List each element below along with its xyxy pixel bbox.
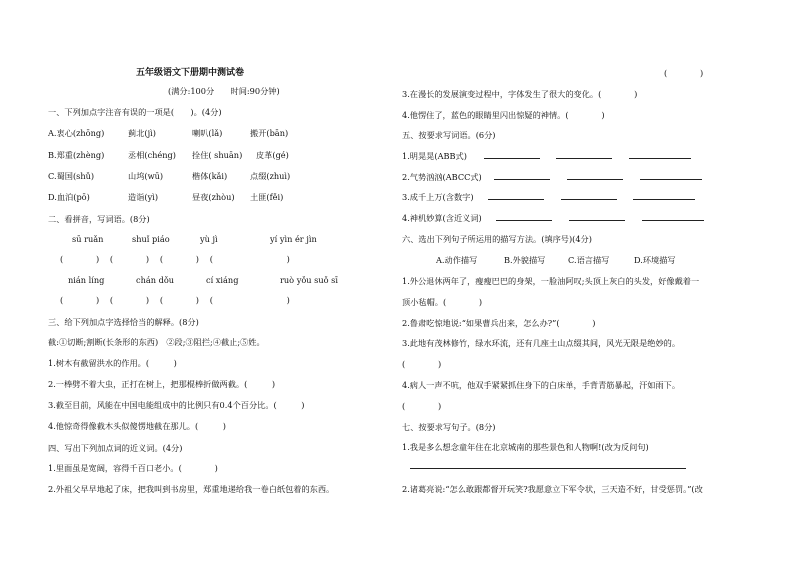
option-c-word-1: C.蜀国(shǔ) <box>48 171 95 181</box>
section-6-heading: 六、选出下列句子所运用的描写方法。(填序号)(4分) <box>402 234 592 244</box>
answer-blank[interactable] <box>556 151 612 159</box>
option-a-word-3: 喇叭(lǎ) <box>192 128 223 138</box>
section-6-q1-line1: 1.外公退休两年了，瘦瘦巴巴的身架，一脸油阿叹;头顶上灰白的头发，好像戴着一 <box>402 276 700 286</box>
option-b-row <box>48 150 289 160</box>
pinyin-5: nián líng <box>68 275 105 285</box>
section-5-q4-label: 4.神机妙算(含近义词) <box>402 213 482 223</box>
section-5-q4 <box>402 213 704 223</box>
section-4-q2: 2.外祖父早早地起了床，把我叫到书房里，郑重地递给我一卷白纸包着的东西。 <box>48 484 335 494</box>
option-b-word-3: 拴住( shuān) <box>192 150 243 160</box>
score-time-line: (满分:100分 时间:90分钟) <box>168 86 280 96</box>
option-d-word-1: D.血泊(pō) <box>48 192 90 202</box>
option-a-row <box>48 128 288 138</box>
pinyin-4: yí yìn ér jìn <box>270 234 317 244</box>
section-7-q1: 1.我是多么想念童年住在北京城南的那些景色和人物啊!(改为反问句) <box>402 442 649 452</box>
section-5-heading: 五、按要求写词语。(6分) <box>402 130 496 140</box>
option-c-word-4: 点缀(zhuì) <box>250 171 291 181</box>
option-a-word-2: 蓟北(jì) <box>128 128 156 138</box>
answer-parens-row-1: ( ) ( ) ( ) ( ) <box>60 254 290 264</box>
answer-blank[interactable] <box>642 213 704 221</box>
section-3-heading: 三、给下列加点字选择恰当的解释。(8分) <box>48 317 199 327</box>
answer-line[interactable] <box>410 461 686 471</box>
answer-blank[interactable] <box>569 213 625 221</box>
option-b-word-2: 丞相(chéng) <box>128 150 176 160</box>
section-3-q4: 4.他惊奇得像截木头似傻愣地截在那儿。( ) <box>48 421 226 431</box>
pinyin-2: shuǐ piáo <box>132 234 170 244</box>
option-c-word-3: 楷体(kǎi) <box>192 171 228 181</box>
option-a-method: A.动作描写 <box>436 255 478 265</box>
pinyin-1: sū ruǎn <box>72 234 104 244</box>
section-4-q1: 1.里面虽是宽阔，容得千百口老小。( ) <box>48 463 218 473</box>
top-answer-paren: ( ) <box>664 68 704 78</box>
definition-line: 截:①切断;割断(长条形的东西) ②段;③阻拦;④截止;⑤姓。 <box>48 337 265 347</box>
answer-blank[interactable] <box>484 151 540 159</box>
section-6-q3-line1: 3.此地有茂林修竹，绿水环流，还有几座土山点缀其间，风光无限是绝妙的。 <box>402 338 681 348</box>
option-d-row <box>48 192 283 202</box>
option-d-word-4: 土匪(fěi) <box>250 192 284 202</box>
section-6-q3-line2: ( ) <box>402 359 442 369</box>
pinyin-6: chán dǒu <box>136 275 175 285</box>
option-a-word-4: 搬开(bān) <box>250 128 289 138</box>
section-5-q3 <box>402 192 695 202</box>
answer-blank[interactable] <box>488 192 544 200</box>
section-3-q1: 1.树木有截留洪水的作用。( ) <box>48 358 177 368</box>
option-d-method: D.环境描写 <box>634 255 676 265</box>
answer-blank[interactable] <box>567 172 623 180</box>
section-3-q3: 3.截至目前，风能在中国电能组成中的比例只有0.4个百分比。( ) <box>48 400 305 410</box>
answer-blank[interactable] <box>640 172 702 180</box>
option-c-method: C.语言描写 <box>568 255 610 265</box>
section-5-q2-label: 2.气势汹汹(ABCC式) <box>402 172 482 182</box>
pinyin-8: ruò yǒu suǒ sī <box>280 275 338 285</box>
section-2-heading: 二、看拼音，写词语。(8分) <box>48 214 150 224</box>
section-4-q4: 4.他愣住了，蓝色的眼睛里闪出惊疑的神情。( ) <box>402 110 605 120</box>
pinyin-7: cí xiáng <box>206 275 239 285</box>
answer-blank[interactable] <box>494 172 550 180</box>
section-5-q1-label: 1.明晃晃(ABB式) <box>402 151 467 161</box>
option-b-word-4: 皮革(gé) <box>256 150 289 160</box>
pinyin-row-2 <box>68 275 338 285</box>
pinyin-row-1 <box>72 234 317 244</box>
section-5-q2 <box>402 172 702 182</box>
answer-blank[interactable] <box>561 192 617 200</box>
section-7-heading: 七、按要求写句子。(8分) <box>402 422 496 432</box>
method-options-row <box>436 255 676 265</box>
option-c-row <box>48 171 290 181</box>
section-5-q1 <box>402 151 691 161</box>
answer-parens-row-2: ( ) ( ) ( ) ( ) <box>60 295 290 305</box>
option-b-method: B.外貌描写 <box>504 255 546 265</box>
answer-blank[interactable] <box>629 151 691 159</box>
section-7-q2: 2.诸葛亮说:“怎么敢跟都督开玩笑?我愿意立下军令状，三天造不好，甘受惩罚。”(改 <box>402 484 703 494</box>
section-6-q4-line1: 4.病人一声不吭，他双手紧紧抓住身下的白床单，手背青筋暴起，汗如雨下。 <box>402 380 681 390</box>
section-6-q1-line2: 顶小毡帽。( ) <box>402 297 483 307</box>
section-4-q3: 3.在漫长的发展演变过程中，字体发生了很大的变化。( ) <box>402 89 638 99</box>
pinyin-3: yù jì <box>200 234 218 244</box>
section-5-q3-label: 3.成千上万(含数字) <box>402 192 474 202</box>
answer-blank[interactable] <box>633 192 695 200</box>
section-4-heading: 四、写出下列加点词的近义词。(4分) <box>48 443 183 453</box>
section-6-q2: 2.鲁肃吃惊地说:“如果曹兵出来，怎么办?”( ) <box>402 318 596 328</box>
option-b-word-1: B.郑重(zhèng) <box>48 150 105 160</box>
exam-title: 五年级语文下册期中测试卷 <box>136 68 245 78</box>
option-d-word-2: 造诣(yì) <box>128 192 159 202</box>
option-c-word-2: 山坞(wū) <box>128 171 164 181</box>
option-a-word-1: A.衷心(zhōng) <box>48 128 105 138</box>
section-3-q2: 2.一棒劈不着大虫，正打在树上，把那棍棒折做两截。( ) <box>48 379 276 389</box>
option-d-word-3: 昼夜(zhòu) <box>192 192 235 202</box>
section-6-q4-line2: ( ) <box>402 401 442 411</box>
section-1-heading: 一、下列加点字注音有误的一项是( )。(4分) <box>48 107 222 117</box>
answer-blank[interactable] <box>496 213 552 221</box>
